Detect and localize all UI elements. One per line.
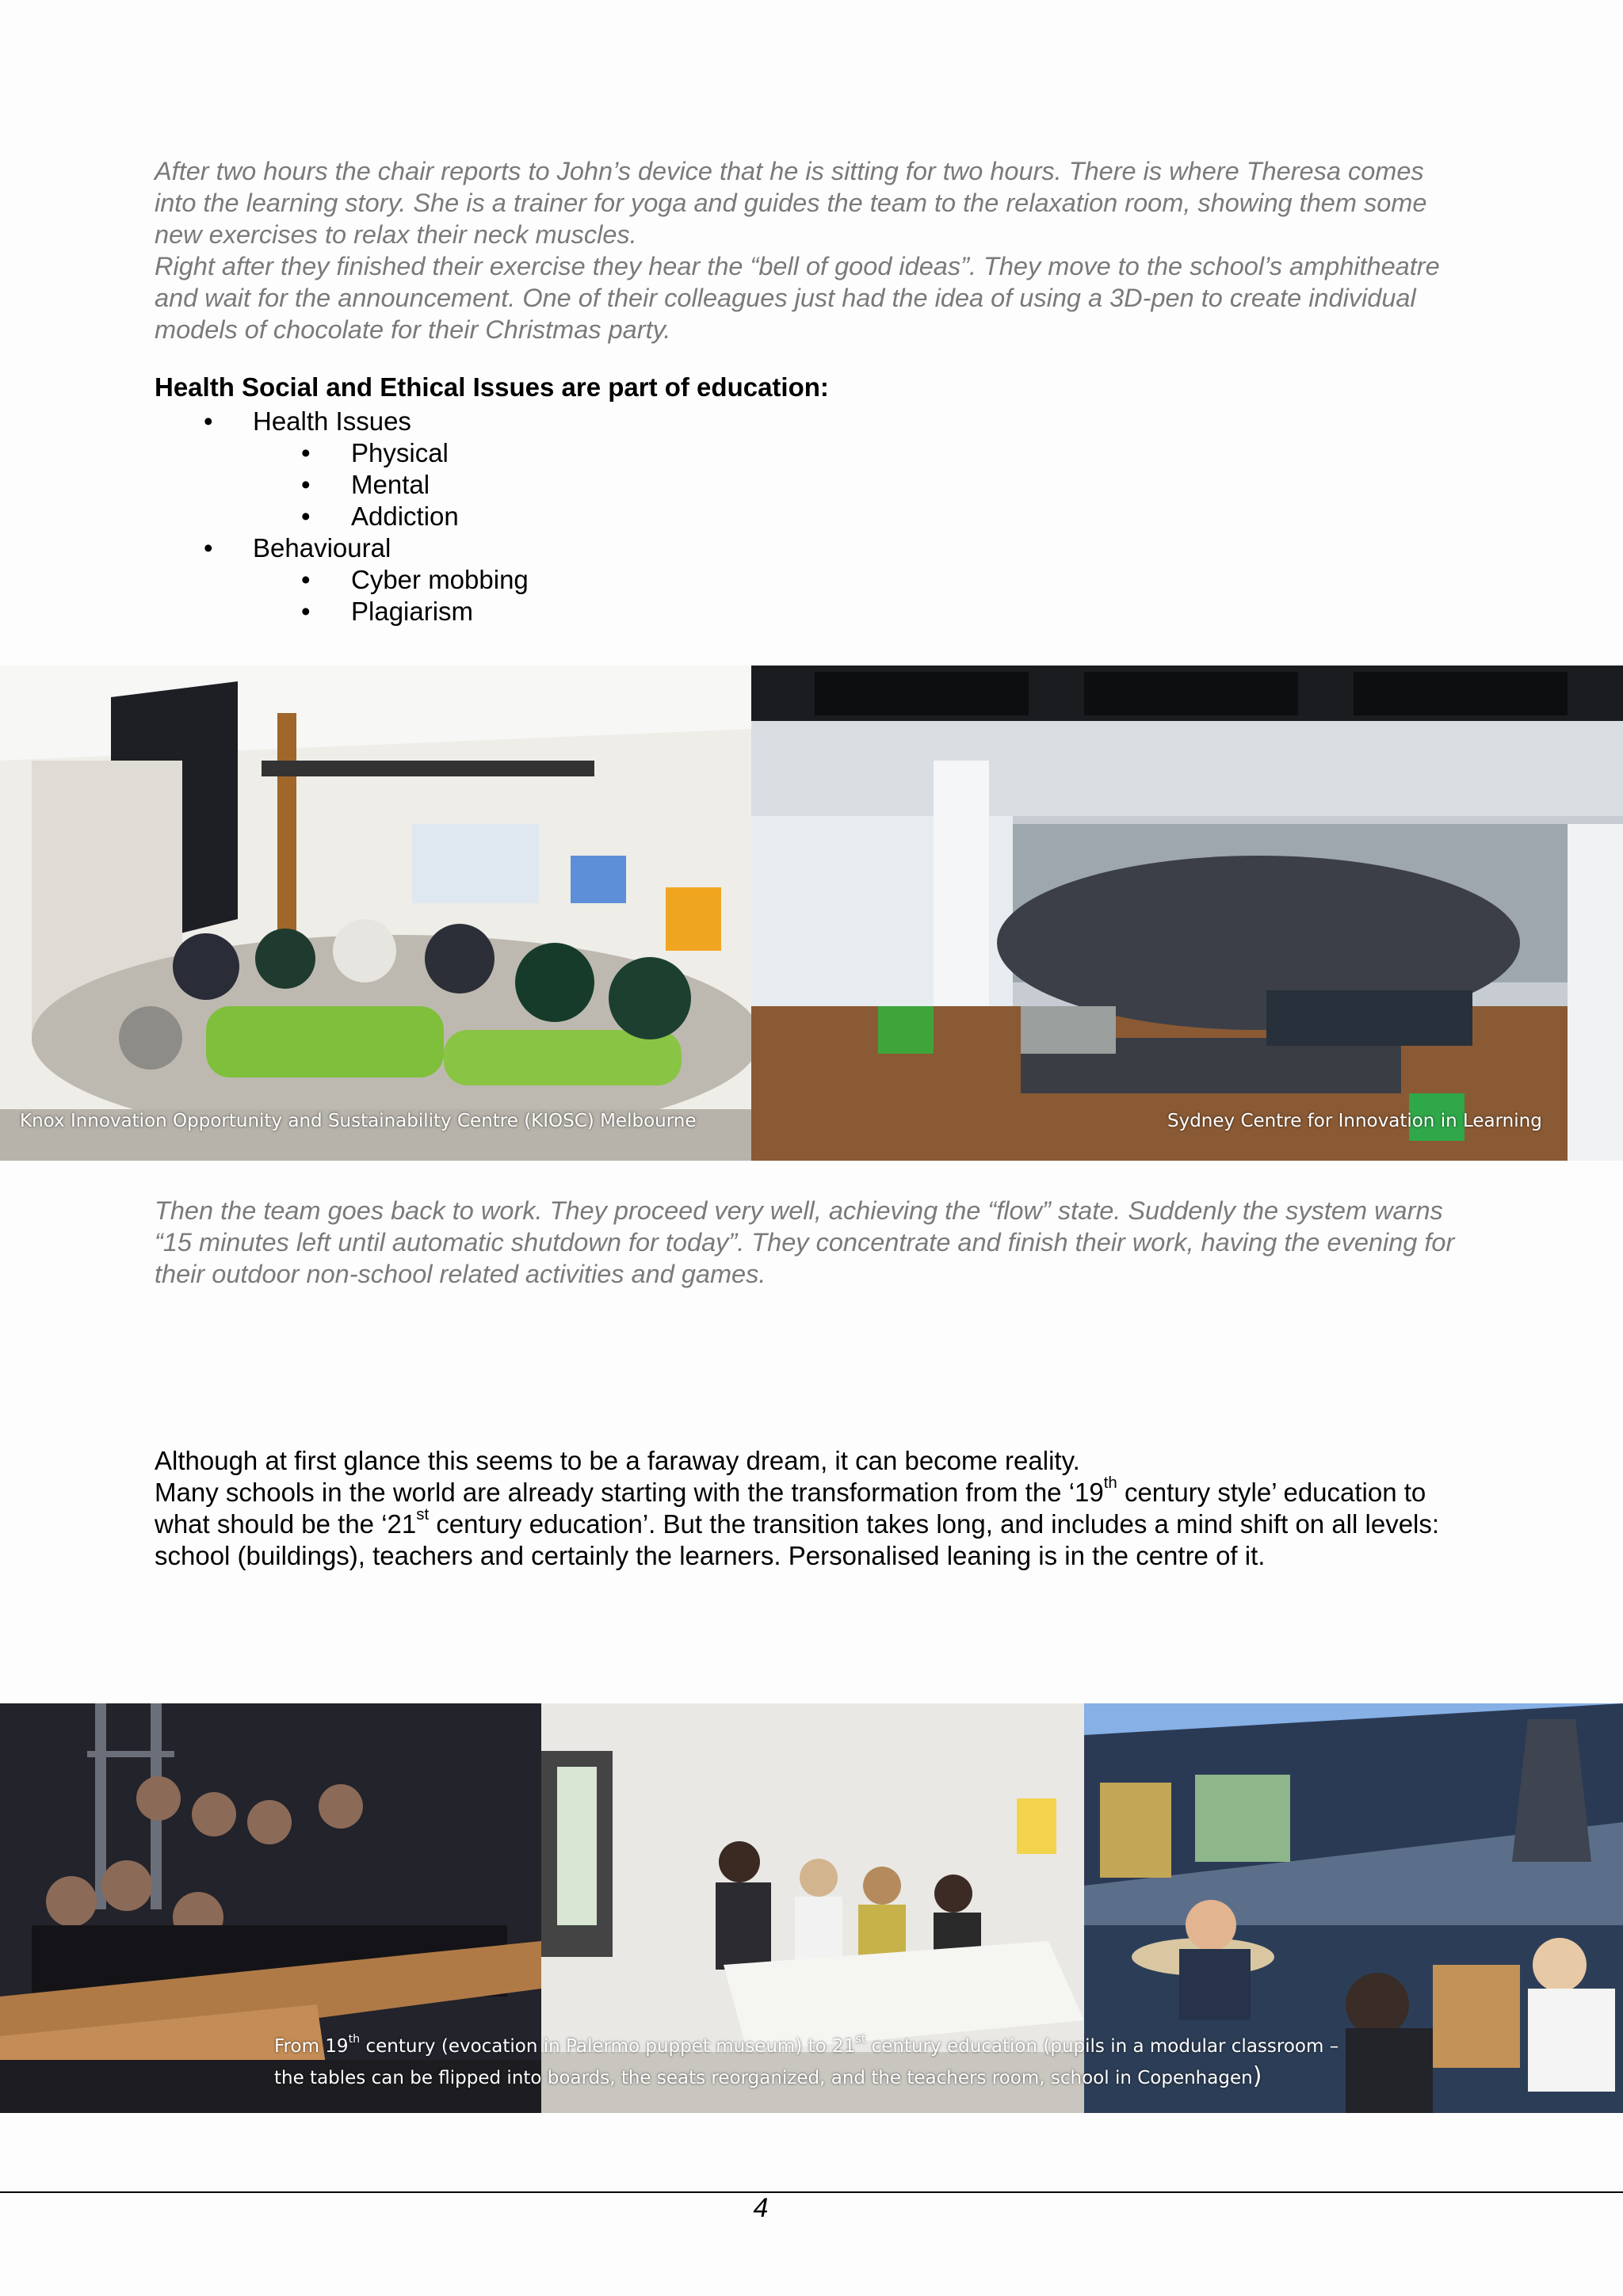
superscript: th bbox=[348, 2032, 361, 2046]
bottom-photo-caption bbox=[274, 2031, 1338, 2093]
list-item-health: Health Issues bbox=[253, 406, 411, 436]
superscript: th bbox=[1103, 1473, 1117, 1492]
caption-text: From 19 bbox=[274, 2036, 349, 2057]
list-item-cyber-mobbing: Cyber mobbing bbox=[351, 565, 529, 594]
sydney-learning-photo bbox=[751, 666, 1623, 1161]
caption-line bbox=[274, 2031, 1338, 2061]
reality-intro: Although at first glance this seems to be a faraway dream, it can become reality. bbox=[155, 1446, 1080, 1475]
bullet: • bbox=[204, 533, 213, 563]
list-item-mental: Mental bbox=[351, 470, 430, 499]
footer-rule bbox=[0, 2191, 1623, 2193]
story-top bbox=[155, 155, 1470, 345]
caption-line bbox=[274, 2061, 1338, 2093]
caption-text: ) bbox=[1252, 2062, 1262, 2090]
list-item-behavioural: Behavioural bbox=[253, 533, 391, 563]
bullet: • bbox=[301, 502, 311, 531]
reality-text: century education’. But the transition takes long, and includes a mind shift on all levels: school (buildings), teachers and certainly the learners. Personalised leaning is in the centre of it. bbox=[155, 1509, 1440, 1570]
kiosc-classroom-photo bbox=[0, 666, 751, 1161]
list-item-physical: Physical bbox=[351, 438, 449, 467]
photo-caption: Sydney Centre for Innovation in Learning bbox=[1167, 1111, 1542, 1131]
caption-text: century (evocation in Palermo puppet museum) to 21 bbox=[360, 2036, 856, 2057]
list-item-addiction: Addiction bbox=[351, 502, 459, 531]
superscript: st bbox=[855, 2032, 866, 2046]
bullet: • bbox=[301, 438, 311, 467]
caption-text: the tables can be flipped into boards, the seats reorganized, and the teachers room, school in Copenhagen bbox=[274, 2068, 1253, 2088]
reality-body bbox=[155, 1473, 1486, 1572]
photo-caption: Knox Innovation Opportunity and Sustainability Centre (KIOSC) Melbourne bbox=[20, 1111, 697, 1131]
page-number: 4 bbox=[753, 2193, 769, 2223]
reality-text: Many schools in the world are already starting with the transformation from the ‘19 bbox=[155, 1478, 1104, 1507]
story-paragraph: Right after they finished their exercise they hear the “bell of good ideas”. They move to the school’s amphitheatre and wait for the announcement. One of their colleagues just had the idea of using a 3D-pen to create individual models of chocolate for their Christmas party. bbox=[155, 252, 1440, 344]
reality-text: century style’ education to what should be the ‘21 bbox=[155, 1478, 1426, 1539]
story-paragraph: Then the team goes back to work. They proceed very well, achieving the “flow” state. Suddenly the system warns “15 minutes left until automatic shutdown for today”. They concentrate and finish their work, having the evening for their outdoor non-school related activities and games. bbox=[155, 1196, 1455, 1288]
reality-paragraph bbox=[155, 1445, 1486, 1572]
story-mid bbox=[155, 1195, 1478, 1290]
issues-heading: Health Social and Ethical Issues are part of education: bbox=[155, 372, 829, 402]
bullet: • bbox=[301, 470, 311, 499]
bullet: • bbox=[204, 406, 213, 436]
list-item-plagiarism: Plagiarism bbox=[351, 597, 474, 626]
story-paragraph: After two hours the chair reports to John’s device that he is sitting for two hours. There is where Theresa comes into the learning story. She is a trainer for yoga and guides the team to the relaxation room, showing them some new exercises to relax their neck muscles. bbox=[155, 157, 1427, 249]
superscript: st bbox=[416, 1505, 430, 1524]
caption-text: century education (pupils in a modular classroom – bbox=[865, 2036, 1339, 2057]
bullet: • bbox=[301, 565, 311, 594]
bullet: • bbox=[301, 597, 311, 626]
